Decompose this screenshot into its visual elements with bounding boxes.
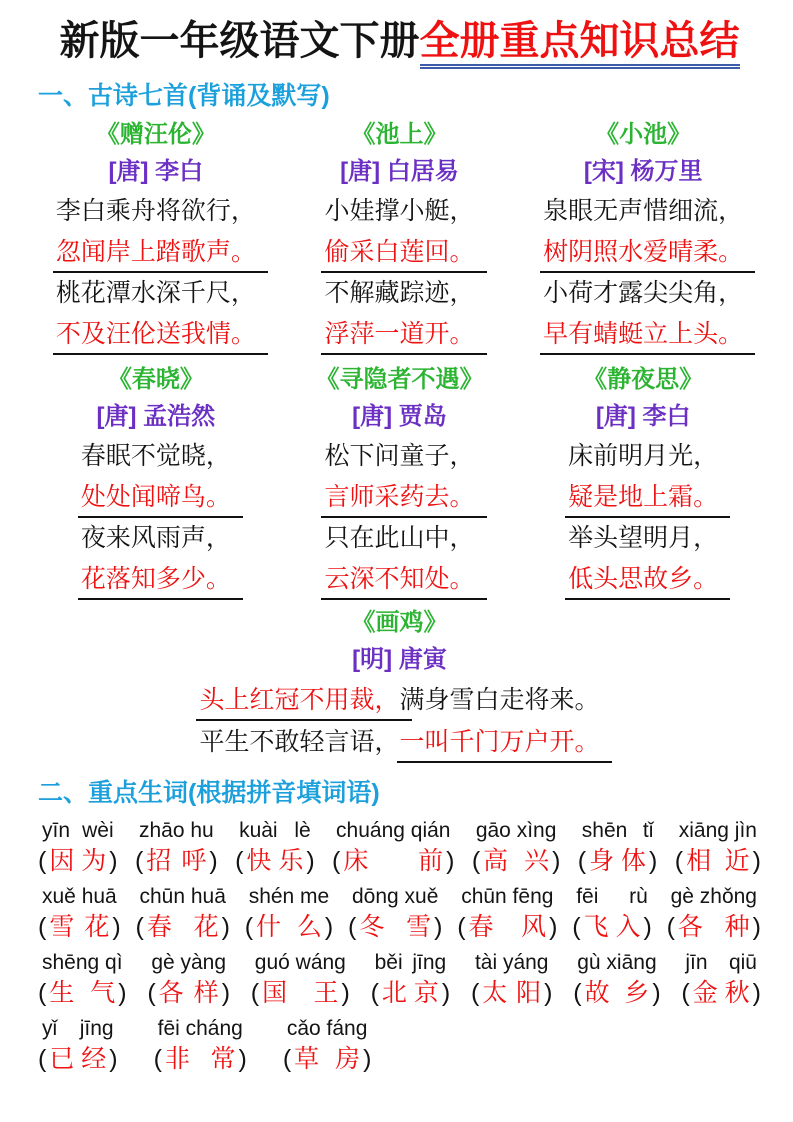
poem-chunxiao: [38, 361, 274, 600]
vocab-item: [38, 949, 127, 1010]
vocab-hanzi: 故 乡: [584, 979, 650, 1007]
poem-line: [38, 679, 761, 721]
paren-close: ): [306, 847, 315, 875]
vocab-item: [472, 817, 561, 878]
poem-line-highlighted: 处处闻啼鸟。: [78, 482, 243, 518]
vocab-word: [472, 844, 561, 878]
poem-xunyinzhebuyu: [282, 361, 518, 600]
vocab-hanzi: 冬 雪: [359, 913, 432, 941]
paren-close: ): [363, 1045, 372, 1073]
poem-line-highlighted: 花落知多少。: [78, 564, 243, 600]
poem-line: [38, 232, 274, 273]
paren-open: (: [471, 847, 481, 875]
vocab-pinyin: fēi cháng: [157, 1017, 243, 1040]
poem-line-highlighted: 浮萍一道开。: [321, 319, 486, 355]
poem-line-highlighted: 树阴照水爱晴柔。: [540, 237, 755, 273]
paren-open: (: [244, 913, 254, 941]
poem-line-highlighted: 忽闻岸上踏歌声。: [53, 237, 268, 273]
paren-open: (: [153, 1045, 162, 1073]
paren-close: ): [752, 847, 761, 875]
poem-line: [525, 232, 761, 273]
page-title-red-part: 全册重点知识总结: [420, 18, 740, 69]
paren-open: (: [370, 979, 379, 1007]
poem-line: 春眠不觉晓，: [80, 442, 231, 470]
paren-close: ): [221, 979, 231, 1007]
vocab-pinyin: xiāng jìn: [678, 819, 757, 842]
vocab-item: [348, 883, 442, 944]
vocab-item: [573, 949, 660, 1010]
vocab-row: [38, 817, 761, 878]
vocab-hanzi: 北 京: [381, 979, 439, 1007]
poem-line-highlighted: 早有蜻蜓立上头。: [540, 319, 755, 355]
vocab-hanzi: 高 兴: [483, 847, 550, 875]
poem-title: 《赠汪伦》: [95, 121, 216, 148]
poem-title: 《春晓》: [107, 366, 204, 393]
vocab-word: [572, 910, 652, 944]
vocab-hanzi: 各 样: [158, 979, 219, 1007]
poem-grid: [38, 116, 761, 600]
paren-close: ): [324, 913, 334, 941]
poem-line-highlighted: 疑是地上霜。: [565, 482, 730, 518]
vocab-word: [283, 1042, 372, 1076]
vocab-row: [38, 949, 761, 1010]
paren-open: (: [147, 979, 156, 1007]
paren-open: (: [457, 913, 466, 941]
vocab-word: [348, 910, 442, 944]
vocab-word: [332, 844, 454, 878]
vocab-item: [235, 817, 315, 878]
vocab-hanzi: 床 前: [343, 847, 444, 875]
paren-open: (: [134, 847, 144, 875]
vocab-word: [681, 976, 761, 1010]
poem-title: 《画鸡》: [351, 609, 448, 636]
vocab-hanzi: 招 呼: [146, 847, 207, 875]
poem-line: [525, 559, 761, 600]
vocab-pinyin: kuài lè: [239, 819, 311, 842]
vocab-word: [457, 910, 557, 944]
poem-line-highlighted: 言师采药去。: [321, 482, 486, 518]
vocab-item: [38, 1015, 118, 1076]
vocab-hanzi: 草 房: [294, 1045, 361, 1073]
poem-line-highlighted: 不及汪伦送我情。: [53, 319, 268, 355]
paren-open: (: [282, 1045, 292, 1073]
vocab-row: [38, 883, 761, 944]
vocab-pinyin: gè yàng: [151, 951, 227, 974]
vocab-item: [38, 883, 121, 944]
vocab-item: [136, 883, 230, 944]
paren-close: ): [109, 847, 118, 875]
vocab-pinyin: chuáng qián: [336, 819, 451, 842]
paren-close: ): [649, 847, 658, 875]
vocab-pinyin: chūn huā: [139, 885, 226, 908]
poem-zengwanglun: [38, 116, 274, 355]
vocab-hanzi: 雪 花: [49, 913, 110, 941]
poem-author: [唐] 白居易: [340, 158, 459, 185]
vocab-pinyin: gāo xìng: [475, 819, 557, 842]
paren-open: (: [470, 979, 480, 1007]
vocab-hanzi: 春 风: [468, 913, 547, 941]
poem-line: 桃花潭水深千尺，: [55, 279, 256, 307]
section-1-heading: 一、古诗七首(背诵及默写): [38, 82, 330, 110]
vocab-word: [154, 1042, 247, 1076]
vocab-hanzi: 金 秋: [692, 979, 750, 1007]
paren-open: (: [666, 913, 675, 941]
vocab-hanzi: 国 王: [262, 979, 339, 1007]
paren-close: ): [238, 1045, 247, 1073]
paren-close: ): [652, 979, 661, 1007]
vocab-word: [251, 976, 350, 1010]
poem-huaji: [38, 604, 761, 763]
paren-open: (: [681, 979, 690, 1007]
vocab-pinyin: běi jīng: [374, 951, 447, 974]
paren-open: (: [572, 913, 581, 941]
vocab-pinyin: jīn qiū: [685, 951, 757, 974]
poem-line: 不解藏踪迹，: [324, 279, 475, 307]
paren-open: (: [332, 847, 341, 875]
vocab-word: [235, 844, 315, 878]
poem-line: 床前明月光，: [568, 442, 719, 470]
paren-open: (: [38, 979, 47, 1007]
poem-line: 小荷才露尖尖角，: [543, 279, 744, 307]
vocab-item: [371, 949, 451, 1010]
poem-line-highlighted: 云深不知处。: [321, 564, 486, 600]
vocab-word: [471, 976, 553, 1010]
vocab-item: [135, 817, 218, 878]
vocab-hanzi: 已 经: [49, 1045, 107, 1073]
poem-line: [282, 477, 518, 518]
paren-open: (: [135, 913, 144, 941]
paren-open: (: [38, 847, 47, 875]
vocab-word: [245, 910, 334, 944]
poem-line: 夜来风雨声，: [80, 524, 231, 552]
poem-line: [282, 314, 518, 355]
vocab-pinyin: shēng qì: [42, 951, 123, 974]
page-title-black-part: 新版一年级语文下册: [59, 18, 420, 63]
vocab-item: [578, 817, 658, 878]
poem-line: 小娃撑小艇，: [324, 197, 475, 225]
vocab-pinyin: fēi rù: [576, 885, 648, 908]
paren-close: ): [118, 979, 127, 1007]
vocab-word: [38, 844, 118, 878]
vocab-word: [38, 976, 127, 1010]
vocab-hanzi: 因 为: [49, 847, 107, 875]
paren-close: ): [752, 979, 761, 1007]
poem-title: 《静夜思》: [583, 366, 704, 393]
vocab-pinyin: yǐ jīng: [42, 1017, 114, 1040]
vocab-word: [38, 910, 121, 944]
poem-line-highlighted: 偷采白莲回。: [321, 237, 486, 273]
paren-open: (: [573, 979, 582, 1007]
vocab-hanzi: 相 近: [686, 847, 750, 875]
paren-close: ): [752, 913, 761, 941]
vocab-item: [251, 949, 350, 1010]
vocab-hanzi: 太 阳: [482, 979, 542, 1007]
vocab-item: [147, 949, 230, 1010]
poem-line: [525, 477, 761, 518]
vocab-section: [38, 817, 761, 1076]
vocab-hanzi: 生 气: [49, 979, 116, 1007]
vocab-hanzi: 春 花: [146, 913, 219, 941]
poem-line: 举头望明月，: [568, 524, 719, 552]
poem-line-plain: 平生不敢轻言语，: [199, 728, 400, 756]
poem-jingyesi: [525, 361, 761, 600]
poem-line: 泉眼无声惜细流，: [543, 197, 744, 225]
vocab-pinyin: tài yáng: [474, 951, 549, 974]
paren-close: ): [112, 913, 121, 941]
poem-line: [525, 314, 761, 355]
paren-open: (: [348, 913, 357, 941]
vocab-item: [332, 817, 454, 878]
poem-title: 《寻隐者不遇》: [315, 366, 484, 393]
poem-line: 只在此山中，: [324, 524, 475, 552]
vocab-pinyin: yīn wèi: [42, 819, 114, 842]
paren-close: ): [221, 913, 230, 941]
vocab-hanzi: 飞 入: [583, 913, 641, 941]
paren-open: (: [235, 847, 244, 875]
poem-line: [38, 559, 274, 600]
vocab-hanzi: 什 么: [256, 913, 322, 941]
poem-line-plain: 满身雪白走将来。: [399, 686, 600, 714]
vocab-pinyin: chūn fēng: [461, 885, 554, 908]
vocab-pinyin: shēn tǐ: [581, 819, 654, 842]
vocab-word: [38, 1042, 118, 1076]
vocab-item: [245, 883, 334, 944]
vocab-hanzi: 快 乐: [246, 847, 304, 875]
vocab-item: [667, 883, 761, 944]
vocab-hanzi: 身 体: [589, 847, 647, 875]
poem-author: [明] 唐寅: [352, 646, 447, 673]
paren-close: ): [552, 847, 561, 875]
poem-line: [38, 721, 761, 763]
poem-line-highlighted: 低头思故乡。: [565, 564, 730, 600]
vocab-pinyin: xuě huā: [42, 885, 117, 908]
vocab-pinyin: shén me: [248, 885, 330, 908]
poem-author: [唐] 贾岛: [352, 403, 447, 430]
paren-open: (: [38, 913, 47, 941]
vocab-item: [38, 817, 118, 878]
vocab-item: [154, 1015, 247, 1076]
poem-line-highlighted: 一叫千门万户开。: [397, 727, 612, 763]
vocab-word: [578, 844, 658, 878]
poem-chishang: [282, 116, 518, 355]
vocab-hanzi: 非 常: [164, 1045, 236, 1073]
vocab-hanzi: 各 种: [677, 913, 750, 941]
vocab-word: [136, 910, 230, 944]
poem-xiaochi: [525, 116, 761, 355]
poem-title: 《池上》: [351, 121, 448, 148]
vocab-pinyin: cǎo fáng: [286, 1017, 368, 1040]
vocab-item: [572, 883, 652, 944]
vocab-row: [38, 1015, 761, 1076]
poem-line: [282, 559, 518, 600]
vocab-pinyin: dōng xuě: [352, 885, 439, 908]
vocab-pinyin: gù xiāng: [577, 951, 657, 974]
paren-close: ): [109, 1045, 118, 1073]
section-2-heading: 二、重点生词(根据拼音填词语): [38, 779, 380, 807]
vocab-item: [675, 817, 761, 878]
poem-line: [38, 314, 274, 355]
poem-title: 《小池》: [595, 121, 692, 148]
vocab-item: [283, 1015, 372, 1076]
poem-author: [唐] 李白: [595, 403, 691, 430]
poem-line: [38, 477, 274, 518]
paren-close: ): [341, 979, 350, 1007]
poem-line-highlighted: 头上红冠不用裁，: [196, 685, 411, 721]
poem-line: 李白乘舟将欲行，: [55, 197, 256, 225]
poem-line: [282, 232, 518, 273]
vocab-word: [135, 844, 218, 878]
vocab-item: [681, 949, 761, 1010]
vocab-word: [675, 844, 761, 878]
paren-open: (: [674, 847, 684, 875]
vocab-pinyin: guó wáng: [254, 951, 346, 974]
paren-close: ): [434, 913, 443, 941]
paren-close: ): [549, 913, 558, 941]
paren-open: (: [250, 979, 260, 1007]
vocab-pinyin: gè zhǒng: [670, 885, 757, 908]
paren-close: ): [544, 979, 553, 1007]
vocab-pinyin: zhāo hu: [138, 819, 214, 842]
vocab-word: [667, 910, 761, 944]
vocab-word: [147, 976, 230, 1010]
page-title: [38, 14, 761, 68]
poem-author: [宋] 杨万里: [583, 158, 703, 185]
poem-author: [唐] 李白: [108, 158, 204, 185]
vocab-word: [573, 976, 660, 1010]
paren-close: ): [441, 979, 451, 1007]
vocab-item: [457, 883, 557, 944]
paren-open: (: [577, 847, 587, 875]
paren-open: (: [38, 1045, 47, 1073]
paren-close: ): [643, 913, 652, 941]
vocab-word: [371, 976, 451, 1010]
paren-close: ): [446, 847, 455, 875]
poem-line: 松下问童子，: [324, 442, 475, 470]
poem-author: [唐] 孟浩然: [96, 403, 216, 430]
vocab-item: [471, 949, 553, 1010]
paren-close: ): [209, 847, 218, 875]
